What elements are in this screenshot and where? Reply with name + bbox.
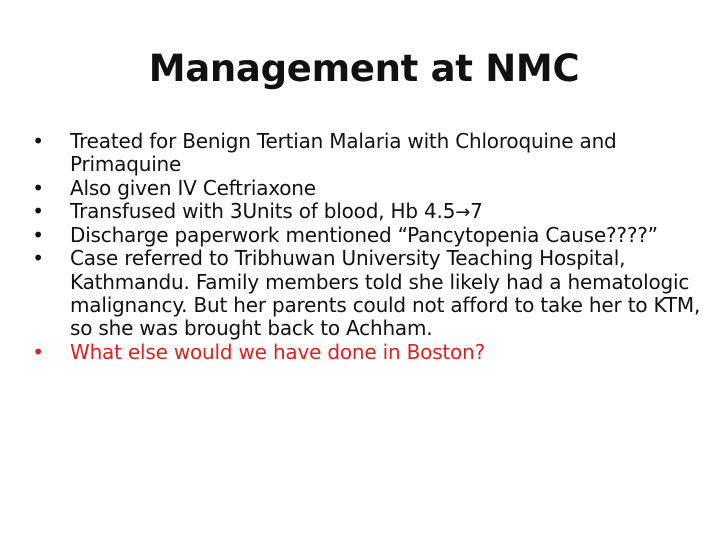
- bullet-text: 7: [470, 198, 483, 223]
- bullet-dot-icon: •: [32, 246, 44, 271]
- bullet-text: Case referred to Tribhuwan University Teaching Hospital, Kathmandu. Family members told she likely had a hematologic malignancy. But her parents could not afford to take her to KTM, so she was brought back to Achham.: [70, 246, 701, 341]
- bullet-dot-icon: •: [32, 339, 44, 364]
- bullet-text: Treated for Benign Tertian Malaria with Chloroquine and Primaquine: [70, 129, 617, 177]
- bullet-list: [24, 130, 714, 364]
- bullet-dot-icon: •: [32, 129, 44, 153]
- bullet-text: Discharge paperwork mentioned “Pancytopenia Cause????”: [70, 223, 658, 248]
- bullet-item-highlight: [24, 341, 714, 364]
- bullet-item: [24, 224, 714, 247]
- bullet-text: What else would we have done in Boston?: [70, 339, 485, 364]
- slide-title: Management at NMC: [148, 47, 580, 90]
- bullet-text: Also given IV Ceftriaxone: [70, 175, 316, 200]
- bullet-item: [24, 200, 714, 224]
- right-arrow-icon: →: [455, 201, 471, 223]
- bullet-item: [24, 177, 714, 200]
- bullet-item: [24, 247, 714, 340]
- bullet-dot-icon: •: [32, 175, 44, 200]
- bullet-item: [24, 130, 714, 177]
- bullet-dot-icon: •: [32, 198, 44, 223]
- bullet-dot-icon: •: [32, 223, 44, 248]
- bullet-text: Transfused with 3Units of blood, Hb 4.5: [70, 198, 456, 223]
